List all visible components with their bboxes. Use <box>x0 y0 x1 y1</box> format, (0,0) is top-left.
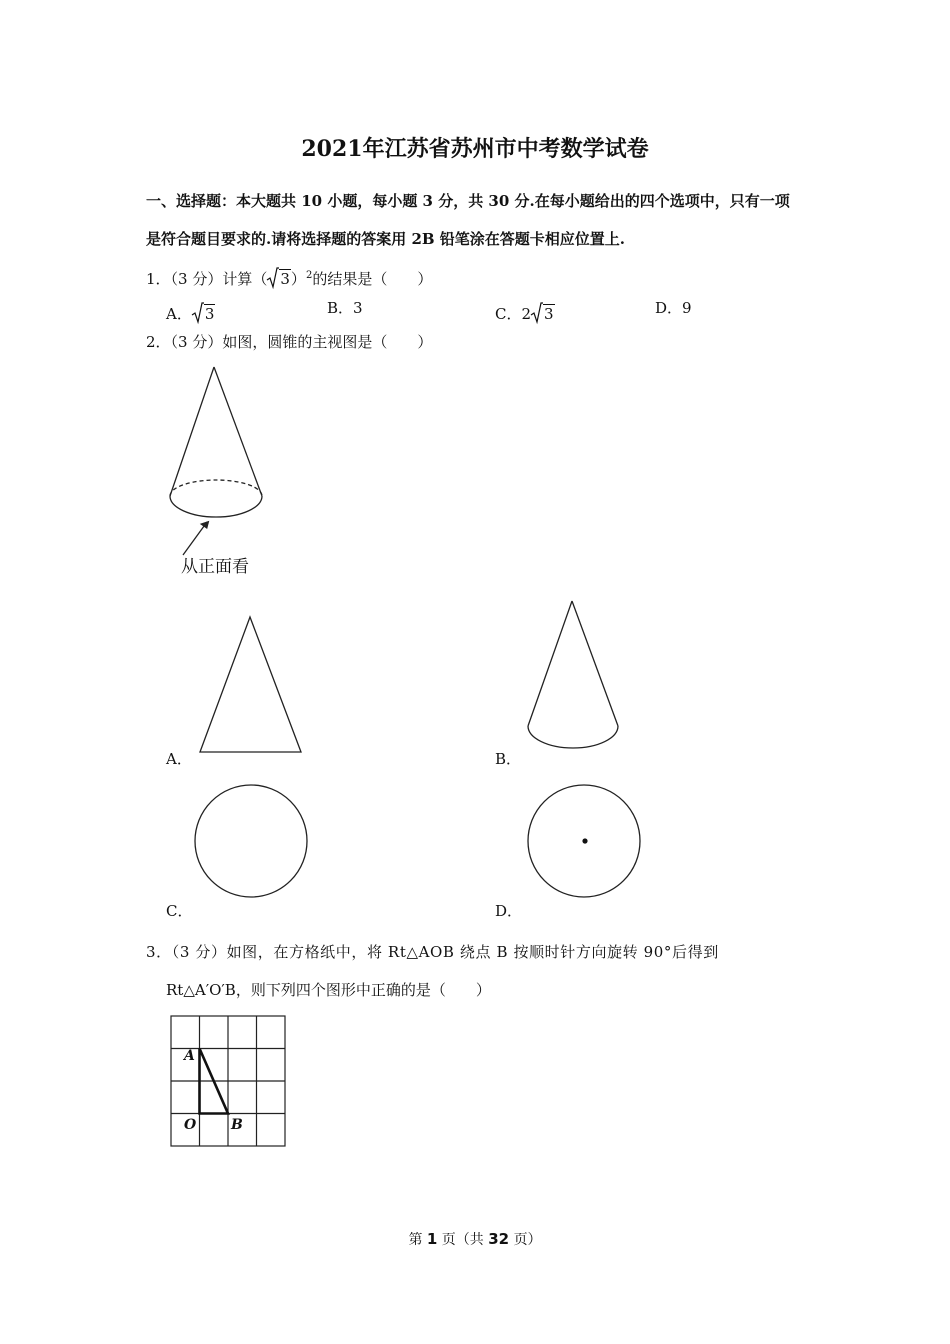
q2-option-a-triangle[interactable] <box>198 614 304 756</box>
sqrt-sign-icon <box>267 267 279 289</box>
q1-option-c[interactable] <box>495 297 555 324</box>
q1-number: 1． <box>146 270 171 288</box>
page-footer <box>0 1229 950 1249</box>
footer-page: 1 <box>426 1230 438 1248</box>
q1-option-c-radicand: 3 <box>544 305 554 323</box>
question-3-line1 <box>146 941 719 962</box>
footer-mid: 页（共 <box>441 1232 484 1248</box>
page-title: 2021年江苏省苏州市中考数学试卷 <box>301 136 649 162</box>
footer-post: 页） <box>513 1232 542 1248</box>
q2-option-d-circle-dot[interactable] <box>526 783 642 899</box>
question-2 <box>146 331 432 352</box>
q1-option-a[interactable] <box>166 297 215 324</box>
view-caption: 从正面看 <box>181 557 249 577</box>
section-header-line1: 一、选择题：本大题共 10 小题，每小题 3 分，共 30 分.在每小题给出的四个选项中，只有一项 <box>146 192 790 210</box>
q1-radicand: 3 <box>280 270 290 288</box>
q1-option-a-radicand: 3 <box>204 305 215 323</box>
q2-score: （3 分） <box>170 333 223 351</box>
q2-option-b-label: B． <box>495 750 522 768</box>
q1-text-post: 的结果是（ ） <box>312 270 433 288</box>
question-1 <box>146 262 432 289</box>
q3-score: （3 分） <box>171 943 227 961</box>
q1-option-d-value: 9 <box>682 299 692 317</box>
section-header-line2: 是符合题目要求的.请将选择题的答案用 2B 铅笔涂在答题卡相应位置上. <box>146 230 626 248</box>
q1-score: （3 分） <box>170 270 223 288</box>
q2-option-c-circle[interactable] <box>193 783 309 899</box>
q1-text-pre: 计算（ <box>222 270 268 288</box>
q1-option-b-value: 3 <box>353 299 363 317</box>
sqrt-sign-icon <box>531 302 543 324</box>
q1-option-c-sqrt <box>531 297 555 323</box>
q3-grid-label-o: O <box>184 1117 197 1133</box>
q3-text-line2: Rt△A′O′B，则下列四个图形中正确的是（ ） <box>166 981 491 999</box>
q1-option-a-label: A． <box>166 305 192 323</box>
q1-option-a-sqrt <box>192 297 216 323</box>
q1-exponent: 2 <box>305 270 313 281</box>
q1-option-b[interactable] <box>327 297 363 318</box>
q3-grid-label-b: B <box>231 1117 243 1133</box>
footer-total: 32 <box>488 1230 510 1248</box>
q3-text-line1: 如图，在方格纸中，将 Rt△AOB 绕点 B 按顺时针方向旋转 90°后得到 <box>226 943 719 961</box>
sqrt-sign-icon <box>192 302 204 324</box>
q3-grid-label-a: A <box>184 1048 195 1064</box>
q3-number: 3． <box>146 943 172 961</box>
footer-pre: 第 <box>408 1232 423 1248</box>
q1-option-c-coef: 2 <box>521 305 532 323</box>
q1-option-d[interactable] <box>655 297 692 318</box>
q1-option-c-label: C． <box>495 305 522 323</box>
cone-figure <box>160 360 280 530</box>
q1-option-d-label: D． <box>655 299 683 317</box>
q1-text-mid: ） <box>290 270 306 288</box>
q1-option-b-label: B． <box>327 299 354 317</box>
q1-sqrt <box>267 262 291 288</box>
q2-option-a-label: A． <box>166 750 192 768</box>
q2-option-d-label: D． <box>495 902 523 920</box>
q2-text: 如图，圆锥的主视图是（ ） <box>222 333 433 351</box>
q2-option-c-label: C． <box>166 902 193 920</box>
q2-option-b-cone[interactable] <box>522 598 626 758</box>
q2-number: 2． <box>146 333 171 351</box>
